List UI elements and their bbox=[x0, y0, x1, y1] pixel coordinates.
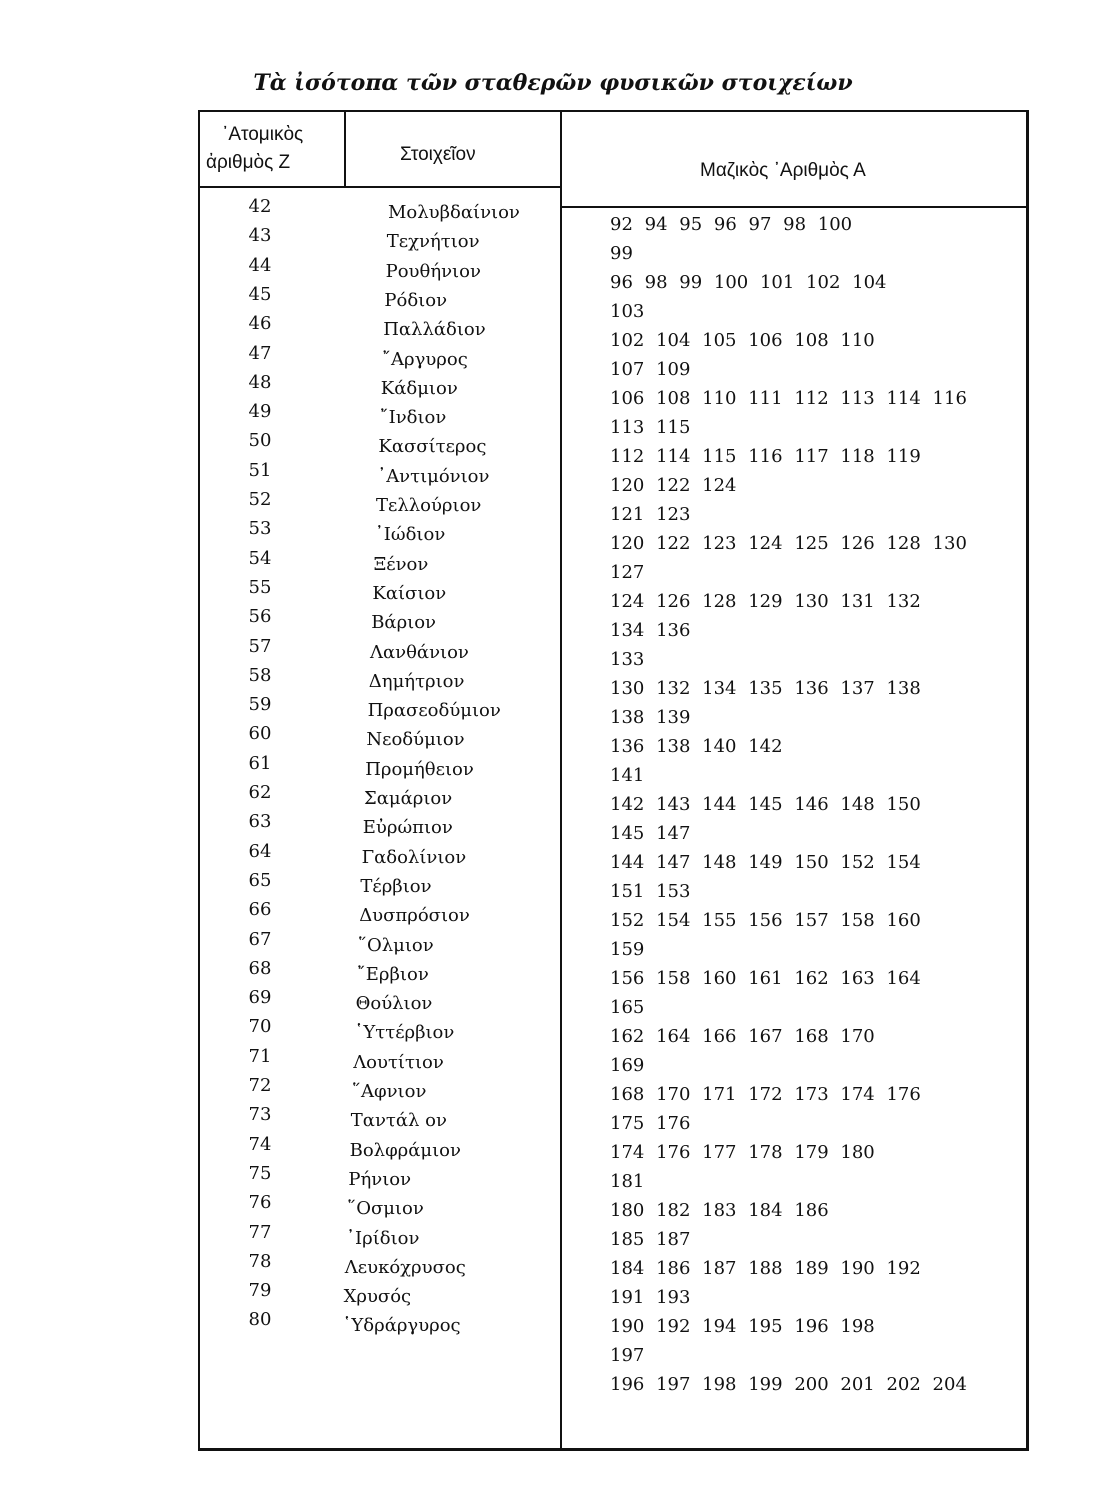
atomic-number: 43 bbox=[248, 225, 272, 247]
mass-numbers: 124 126 128 129 130 131 132 bbox=[610, 591, 921, 612]
atomic-number: 78 bbox=[248, 1250, 272, 1272]
atomic-number: 61 bbox=[248, 752, 272, 774]
mass-numbers: 145 147 bbox=[610, 823, 691, 844]
element-name: Σαμάριον bbox=[364, 788, 453, 809]
atomic-number: 47 bbox=[248, 342, 272, 364]
header-atomic-number-line2: ἀριθμὸς Ζ bbox=[206, 152, 291, 173]
element-name: Λουτίτιον bbox=[353, 1051, 444, 1073]
element-name: ῎Αργυρος bbox=[382, 348, 468, 370]
atomic-number: 79 bbox=[248, 1280, 272, 1302]
atomic-number: 58 bbox=[248, 664, 272, 686]
atomic-number: 66 bbox=[248, 899, 272, 921]
element-name: Προμήθειον bbox=[365, 758, 474, 780]
atomic-number: 75 bbox=[248, 1162, 272, 1184]
mass-numbers: 92 94 95 96 97 98 100 bbox=[610, 214, 853, 235]
mass-numbers: 136 138 140 142 bbox=[610, 736, 783, 757]
element-name: Εὐρώπιον bbox=[362, 817, 453, 839]
atomic-number: 69 bbox=[248, 987, 272, 1009]
element-name: Κάδμιον bbox=[380, 377, 458, 399]
atomic-number: 56 bbox=[248, 606, 272, 628]
element-name: ῎Ερβιον bbox=[356, 963, 429, 985]
mass-numbers: 151 153 bbox=[610, 881, 691, 902]
element-name: Καίσιον bbox=[372, 582, 447, 604]
atomic-number: 74 bbox=[248, 1133, 272, 1155]
element-name: ῞Ολμιον bbox=[358, 934, 434, 956]
mass-numbers: 127 bbox=[610, 562, 645, 583]
element-name: Ξένον bbox=[373, 553, 429, 575]
atomic-number: 50 bbox=[248, 430, 272, 452]
element-name: ῞Αφνιον bbox=[352, 1081, 427, 1102]
element-name: Τελλούριον bbox=[376, 495, 482, 516]
atomic-number: 45 bbox=[248, 283, 272, 305]
mass-numbers: 184 186 187 188 189 190 192 bbox=[610, 1258, 921, 1279]
mass-numbers: 113 115 bbox=[610, 417, 691, 438]
header-rule bbox=[200, 186, 560, 188]
element-name: Παλλάδιον bbox=[383, 319, 486, 341]
mass-numbers: 134 136 bbox=[610, 620, 691, 641]
element-name: Ρουθήνιον bbox=[385, 260, 481, 282]
atomic-number: 67 bbox=[248, 928, 272, 950]
element-name: ᾿Ιώδιον bbox=[374, 524, 446, 546]
mass-numbers: 121 123 bbox=[610, 504, 691, 525]
mass-numbers: 130 132 134 135 136 137 138 bbox=[610, 678, 921, 699]
mass-numbers: 103 bbox=[610, 301, 645, 322]
element-name: Ταντάλ ον bbox=[350, 1110, 447, 1132]
mass-numbers: 168 170 171 172 173 174 176 bbox=[610, 1084, 921, 1105]
element-name: ᾿Ιρίδιον bbox=[346, 1227, 420, 1249]
column-divider bbox=[344, 112, 346, 188]
mass-numbers: 142 143 144 145 146 148 150 bbox=[610, 794, 921, 815]
atomic-number: 55 bbox=[248, 576, 272, 598]
mass-numbers: 106 108 110 111 112 113 114 116 bbox=[610, 388, 967, 409]
element-name: ῾Υδράργυρος bbox=[342, 1315, 461, 1337]
mass-numbers: 175 176 bbox=[610, 1113, 691, 1134]
atomic-number: 59 bbox=[248, 694, 272, 716]
atomic-number: 52 bbox=[248, 489, 272, 510]
atomic-number: 54 bbox=[248, 547, 272, 569]
atomic-number: 49 bbox=[248, 401, 272, 423]
element-name: Λευκόχρυσος bbox=[344, 1256, 466, 1278]
mass-numbers: 169 bbox=[610, 1055, 645, 1076]
mass-numbers: 197 bbox=[610, 1345, 645, 1366]
element-name: Δημήτριον bbox=[368, 670, 465, 692]
element-name: Ρήνιον bbox=[348, 1168, 412, 1190]
element-name: Βολφράμιον bbox=[349, 1139, 461, 1161]
element-name: Τέρβιον bbox=[360, 875, 432, 897]
element-name: ᾿Αντιμόνιον bbox=[377, 465, 490, 487]
atomic-number: 60 bbox=[248, 723, 272, 745]
atomic-number: 48 bbox=[248, 371, 272, 393]
element-name: Λανθάνιον bbox=[370, 641, 469, 663]
mass-number-column bbox=[610, 210, 967, 1399]
element-name: ῎Ινδιον bbox=[379, 407, 447, 429]
element-name: Νεοδύμιον bbox=[366, 729, 465, 751]
atomic-number: 42 bbox=[248, 196, 272, 217]
atomic-number: 57 bbox=[248, 635, 272, 657]
element-name: Τεχνήτιον bbox=[386, 231, 480, 253]
atomic-number: 72 bbox=[248, 1075, 272, 1096]
mass-numbers: 144 147 148 149 150 152 154 bbox=[610, 852, 921, 873]
atomic-number: 46 bbox=[248, 313, 272, 335]
mass-numbers: 107 109 bbox=[610, 359, 691, 380]
header-mass-number: Μαζικὸς ᾿Αριθμὸς Α bbox=[700, 160, 866, 181]
element-name: Χρυσός bbox=[343, 1286, 412, 1308]
mass-numbers: 180 182 183 184 186 bbox=[610, 1200, 829, 1221]
mass-numbers: 190 192 194 195 196 198 bbox=[610, 1316, 875, 1337]
atomic-number: 64 bbox=[248, 840, 272, 862]
mass-numbers: 174 176 177 178 179 180 bbox=[610, 1142, 875, 1163]
mass-numbers: 152 154 155 156 157 158 160 bbox=[610, 910, 921, 931]
mass-numbers: 191 193 bbox=[610, 1287, 691, 1308]
atomic-number: 80 bbox=[248, 1309, 272, 1331]
atomic-number: 63 bbox=[248, 811, 272, 833]
mass-numbers: 165 bbox=[610, 997, 645, 1018]
mass-numbers: 99 bbox=[610, 243, 633, 264]
mass-numbers: 196 197 198 199 200 201 202 204 bbox=[610, 1374, 967, 1395]
mass-numbers: 102 104 105 106 108 110 bbox=[610, 330, 875, 351]
element-name: Πρασεοδύμιον bbox=[367, 700, 501, 722]
mass-numbers: 133 bbox=[610, 649, 645, 670]
atomic-number: 68 bbox=[248, 957, 272, 979]
atomic-number: 62 bbox=[248, 782, 272, 803]
element-name: Θούλιον bbox=[355, 993, 433, 1015]
atomic-number: 65 bbox=[248, 869, 272, 891]
atomic-number: 71 bbox=[248, 1045, 272, 1067]
atomic-number: 76 bbox=[248, 1192, 272, 1214]
element-name: Γαδολίνιον bbox=[361, 846, 467, 868]
atomic-number: 73 bbox=[248, 1104, 272, 1126]
mass-numbers: 120 122 124 bbox=[610, 475, 737, 496]
mass-numbers: 185 187 bbox=[610, 1229, 691, 1250]
page-title: Τὰ ἰσότοπα τῶν σταθερῶν φυσικῶν στοιχείων bbox=[253, 70, 853, 96]
mass-numbers: 120 122 123 124 125 126 128 130 bbox=[610, 533, 967, 554]
mass-numbers: 112 114 115 116 117 118 119 bbox=[610, 446, 921, 467]
mass-numbers: 156 158 160 161 162 163 164 bbox=[610, 968, 921, 989]
element-name: ῞Οσμιον bbox=[347, 1198, 424, 1220]
mass-numbers: 162 164 166 167 168 170 bbox=[610, 1026, 875, 1047]
mass-numbers: 96 98 99 100 101 102 104 bbox=[610, 272, 887, 293]
element-name: Κασσίτερος bbox=[378, 436, 487, 458]
mass-numbers: 138 139 bbox=[610, 707, 691, 728]
atomic-number: 44 bbox=[248, 254, 272, 276]
atomic-number: 51 bbox=[248, 459, 272, 481]
element-name: ῾Υττέρβιον bbox=[354, 1022, 455, 1044]
mass-numbers: 159 bbox=[610, 939, 645, 960]
atomic-number: 53 bbox=[248, 518, 272, 540]
element-name: Δυσπρόσιον bbox=[359, 905, 470, 927]
element-name: Μολυβδαίνιον bbox=[388, 202, 520, 223]
mass-numbers: 141 bbox=[610, 765, 645, 786]
mass-numbers: 181 bbox=[610, 1171, 645, 1192]
header-element: Στοιχεῖον bbox=[400, 144, 476, 165]
atomic-number: 70 bbox=[248, 1016, 272, 1038]
element-name: Ρόδιον bbox=[384, 289, 448, 311]
header-atomic-number-line1: ᾿Ατομικὸς bbox=[222, 124, 304, 145]
element-name: Βάριον bbox=[371, 612, 436, 634]
atomic-number: 77 bbox=[248, 1221, 272, 1243]
